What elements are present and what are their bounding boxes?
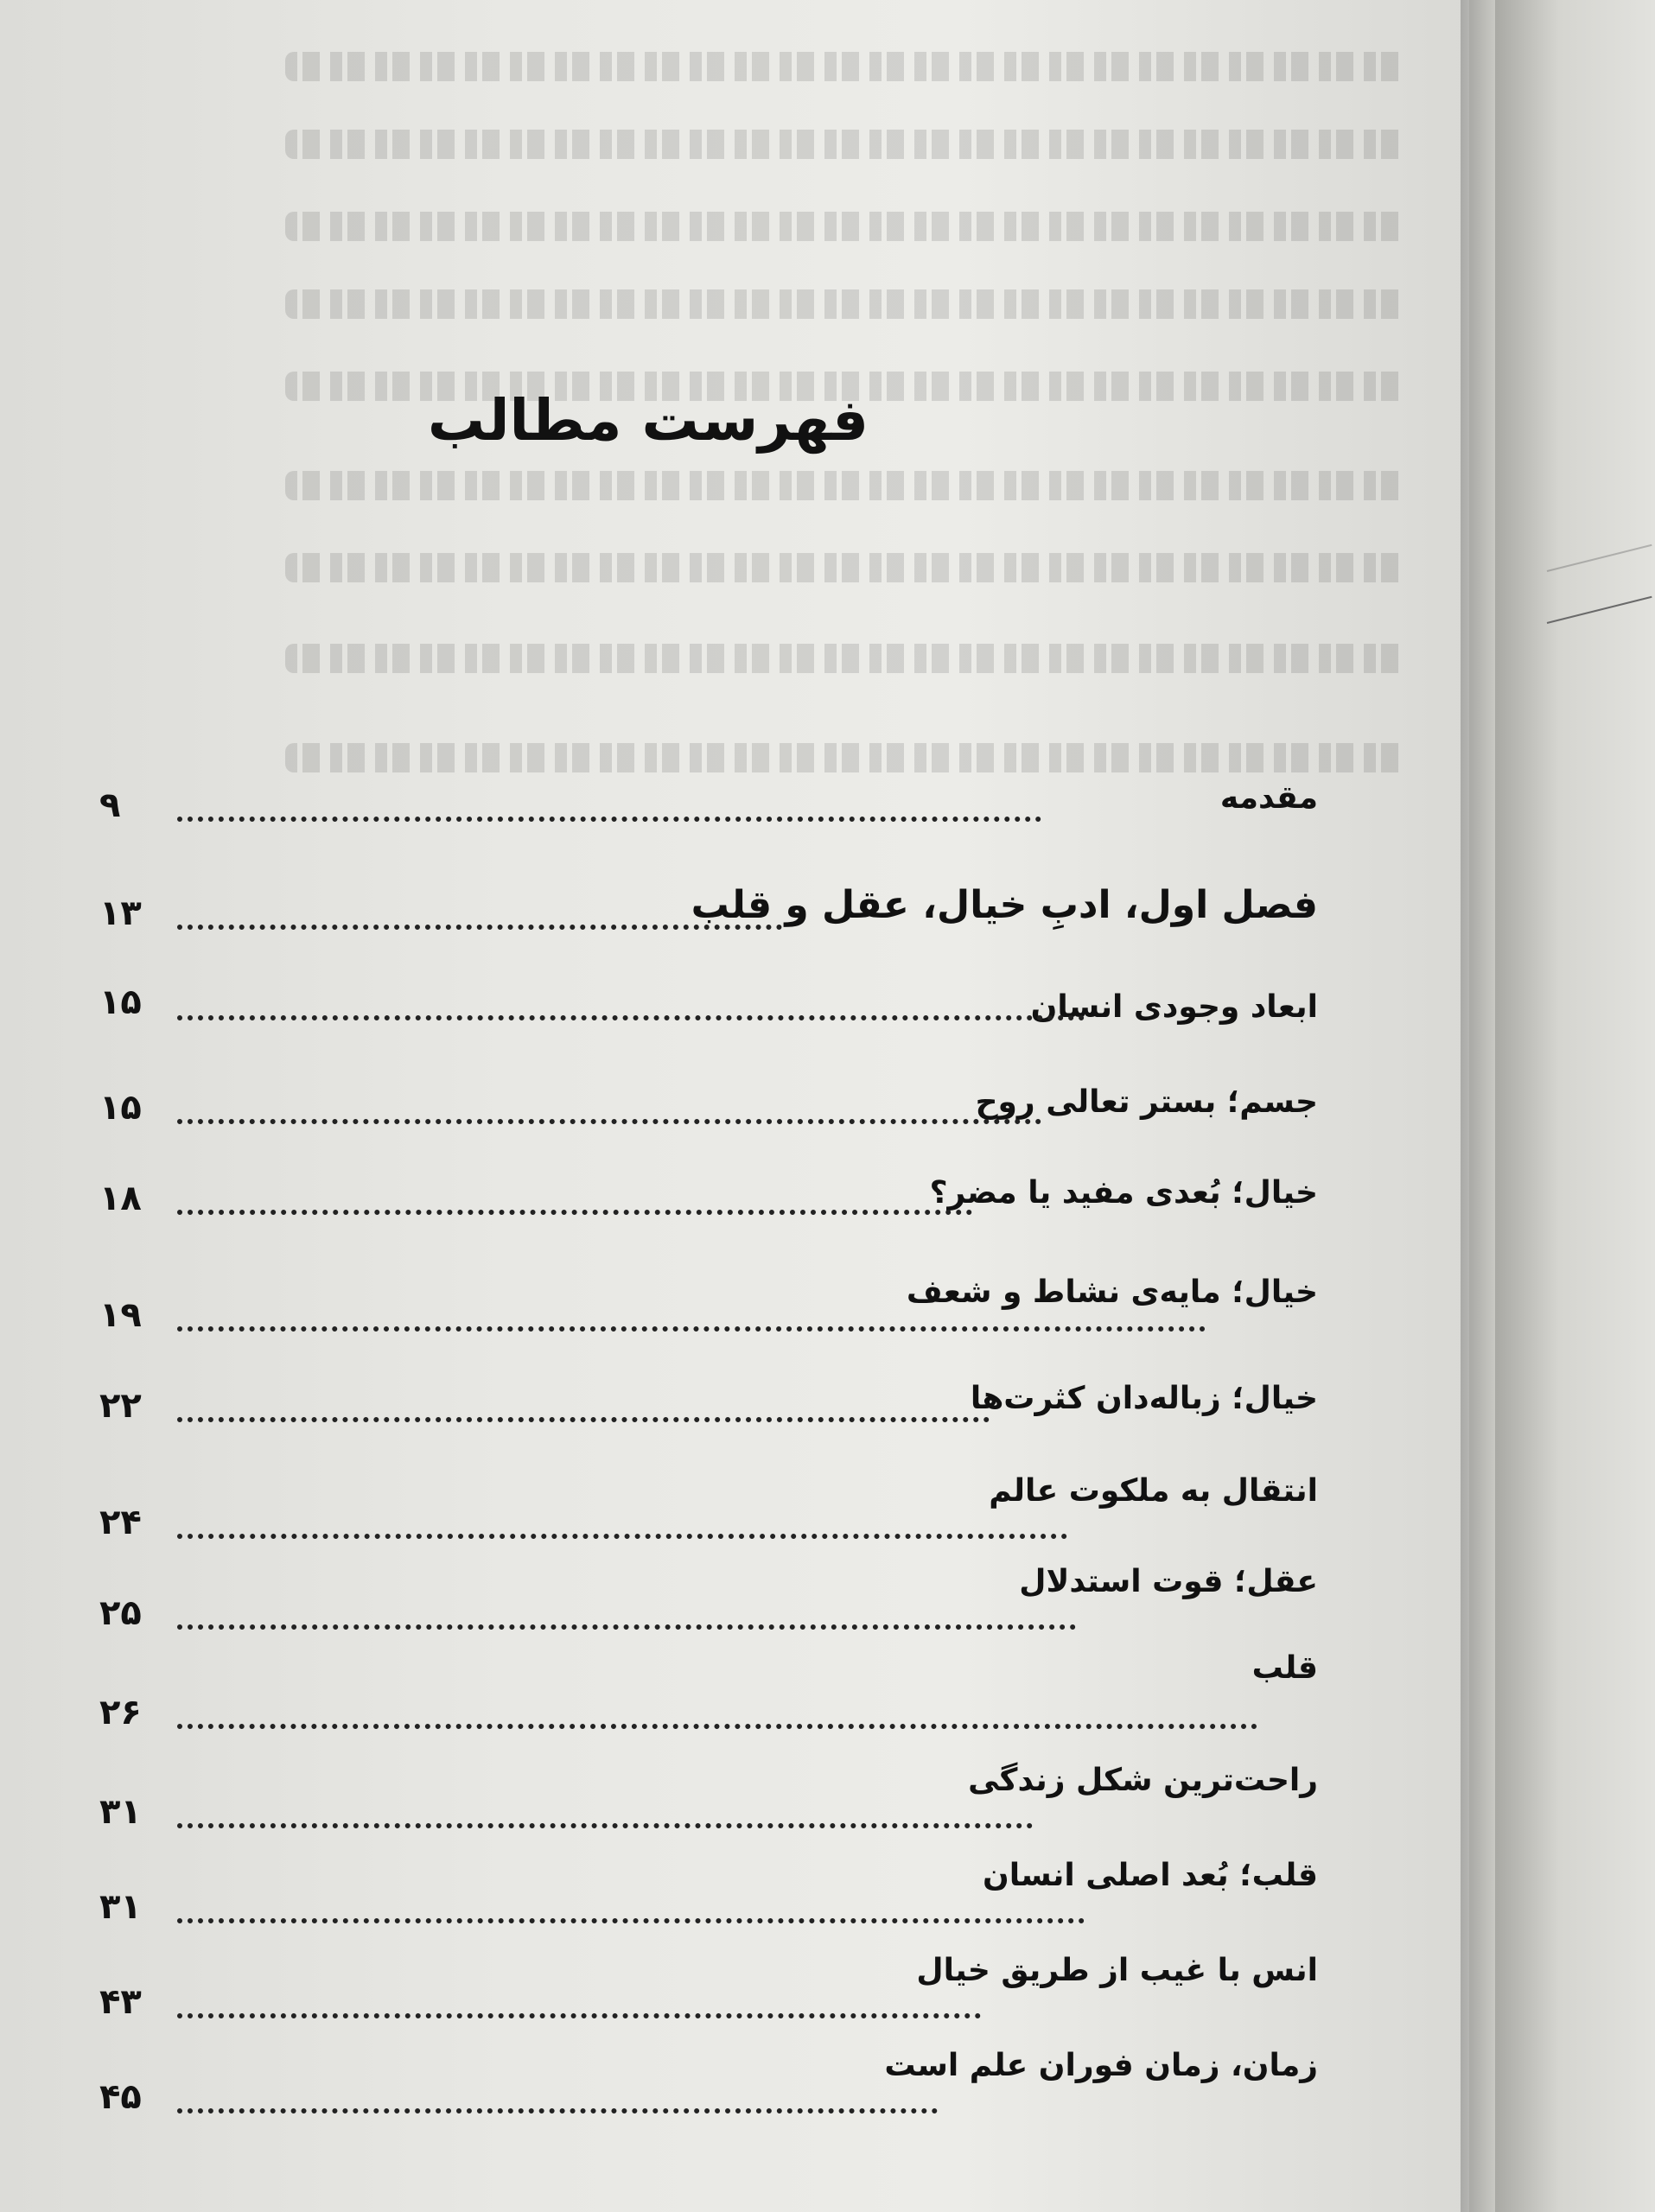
dot-leader	[177, 1624, 1076, 1630]
toc-entry-title: خیال؛ مایه‌ی نشاط و شعف	[906, 1274, 1318, 1310]
toc-entry-title: خیال؛ بُعدی مفید یا مضر؟	[929, 1175, 1318, 1211]
toc-title: فهرست مطالب	[427, 387, 869, 454]
show-through-line	[285, 743, 1409, 772]
facing-page-rule	[1547, 596, 1652, 624]
show-through-line	[285, 553, 1409, 582]
toc-entry-page: ۳۱	[99, 1887, 142, 1927]
show-through-line	[285, 289, 1409, 319]
toc-entry-page: ۱۵	[99, 1088, 142, 1128]
toc-entry-page: ۹	[99, 785, 121, 825]
toc-entry[interactable]	[99, 1382, 1318, 1452]
toc-entry-title: انتقال به ملکوت عالم	[989, 1473, 1318, 1509]
dot-leader	[177, 2013, 981, 2018]
toc-entry-page: ۲۵	[99, 1593, 142, 1633]
toc-entry-title: قلب	[1251, 1650, 1318, 1686]
dot-leader	[177, 1326, 1206, 1332]
toc-entry[interactable]	[99, 883, 1318, 959]
toc-entry-title: قلب؛ بُعد اصلی انسان	[983, 1858, 1318, 1893]
show-through-line	[285, 644, 1409, 673]
dot-leader	[177, 1210, 972, 1215]
toc-entry[interactable]	[99, 1858, 1318, 1953]
toc-entry[interactable]	[99, 1473, 1318, 1568]
show-through-line	[285, 471, 1409, 500]
toc-entry[interactable]	[99, 1175, 1318, 1244]
dot-leader	[177, 1119, 1041, 1124]
toc-entry[interactable]	[99, 1564, 1318, 1659]
toc-entry-title: فصل اول، ادبِ خیال، عقل و قلب	[691, 883, 1318, 927]
toc-entry[interactable]	[99, 982, 1318, 1058]
toc-entry[interactable]	[99, 1274, 1318, 1361]
toc-entry-page: ۱۸	[99, 1179, 142, 1218]
gutter-shadow	[1461, 0, 1495, 2212]
toc-entry-page: ۲۶	[99, 1693, 142, 1732]
toc-entry-page: ۳۱	[99, 1792, 142, 1832]
toc-entry-page: ۲۲	[99, 1386, 142, 1426]
toc-entry[interactable]	[99, 1650, 1318, 1758]
toc-entry[interactable]	[99, 782, 1318, 851]
toc-entry-page: ۱۵	[99, 982, 142, 1022]
facing-page-edge	[1495, 0, 1655, 2212]
dot-leader	[177, 1724, 1257, 1729]
toc-entry-title: زمان، زمان فوران علم است	[884, 2048, 1318, 2083]
dot-leader	[177, 925, 782, 930]
dot-leader	[177, 1534, 1067, 1539]
dot-leader	[177, 2108, 938, 2113]
toc-entry-page: ۴۳	[99, 1982, 142, 2022]
dot-leader	[177, 1015, 1085, 1020]
toc-entry[interactable]	[99, 1763, 1318, 1858]
toc-entry-title: راحت‌ترین شکل زندگی	[968, 1763, 1318, 1798]
toc-entry-title: مقدمه	[1219, 780, 1318, 816]
toc-entry-title: ابعاد وجودی انسان	[1030, 989, 1318, 1025]
dot-leader	[177, 1823, 1033, 1828]
toc-entry-title: خیال؛ زباله‌دان کثرت‌ها	[970, 1381, 1318, 1416]
dot-leader	[177, 817, 1041, 822]
show-through-line	[285, 52, 1409, 81]
show-through-line	[285, 212, 1409, 241]
toc-entry-page: ۴۵	[99, 2077, 142, 2117]
dot-leader	[177, 1417, 990, 1422]
toc-entry[interactable]	[99, 1084, 1318, 1154]
dot-leader	[177, 1918, 1085, 1923]
toc-entry-page: ۱۹	[99, 1295, 142, 1335]
facing-page-rule	[1547, 544, 1652, 572]
toc-entry-page: ۲۴	[99, 1503, 142, 1542]
toc-entry-title: جسم؛ بستر تعالی روح	[975, 1084, 1318, 1120]
toc-entry-page: ۱۳	[99, 893, 142, 933]
toc-entry-title: عقل؛ قوت استدلال	[1019, 1564, 1318, 1599]
toc-entry-title: انس با غیب از طریق خیال	[916, 1953, 1318, 1988]
toc-entry[interactable]	[99, 1953, 1318, 2048]
toc-entry[interactable]	[99, 2048, 1318, 2143]
show-through-line	[285, 130, 1409, 159]
